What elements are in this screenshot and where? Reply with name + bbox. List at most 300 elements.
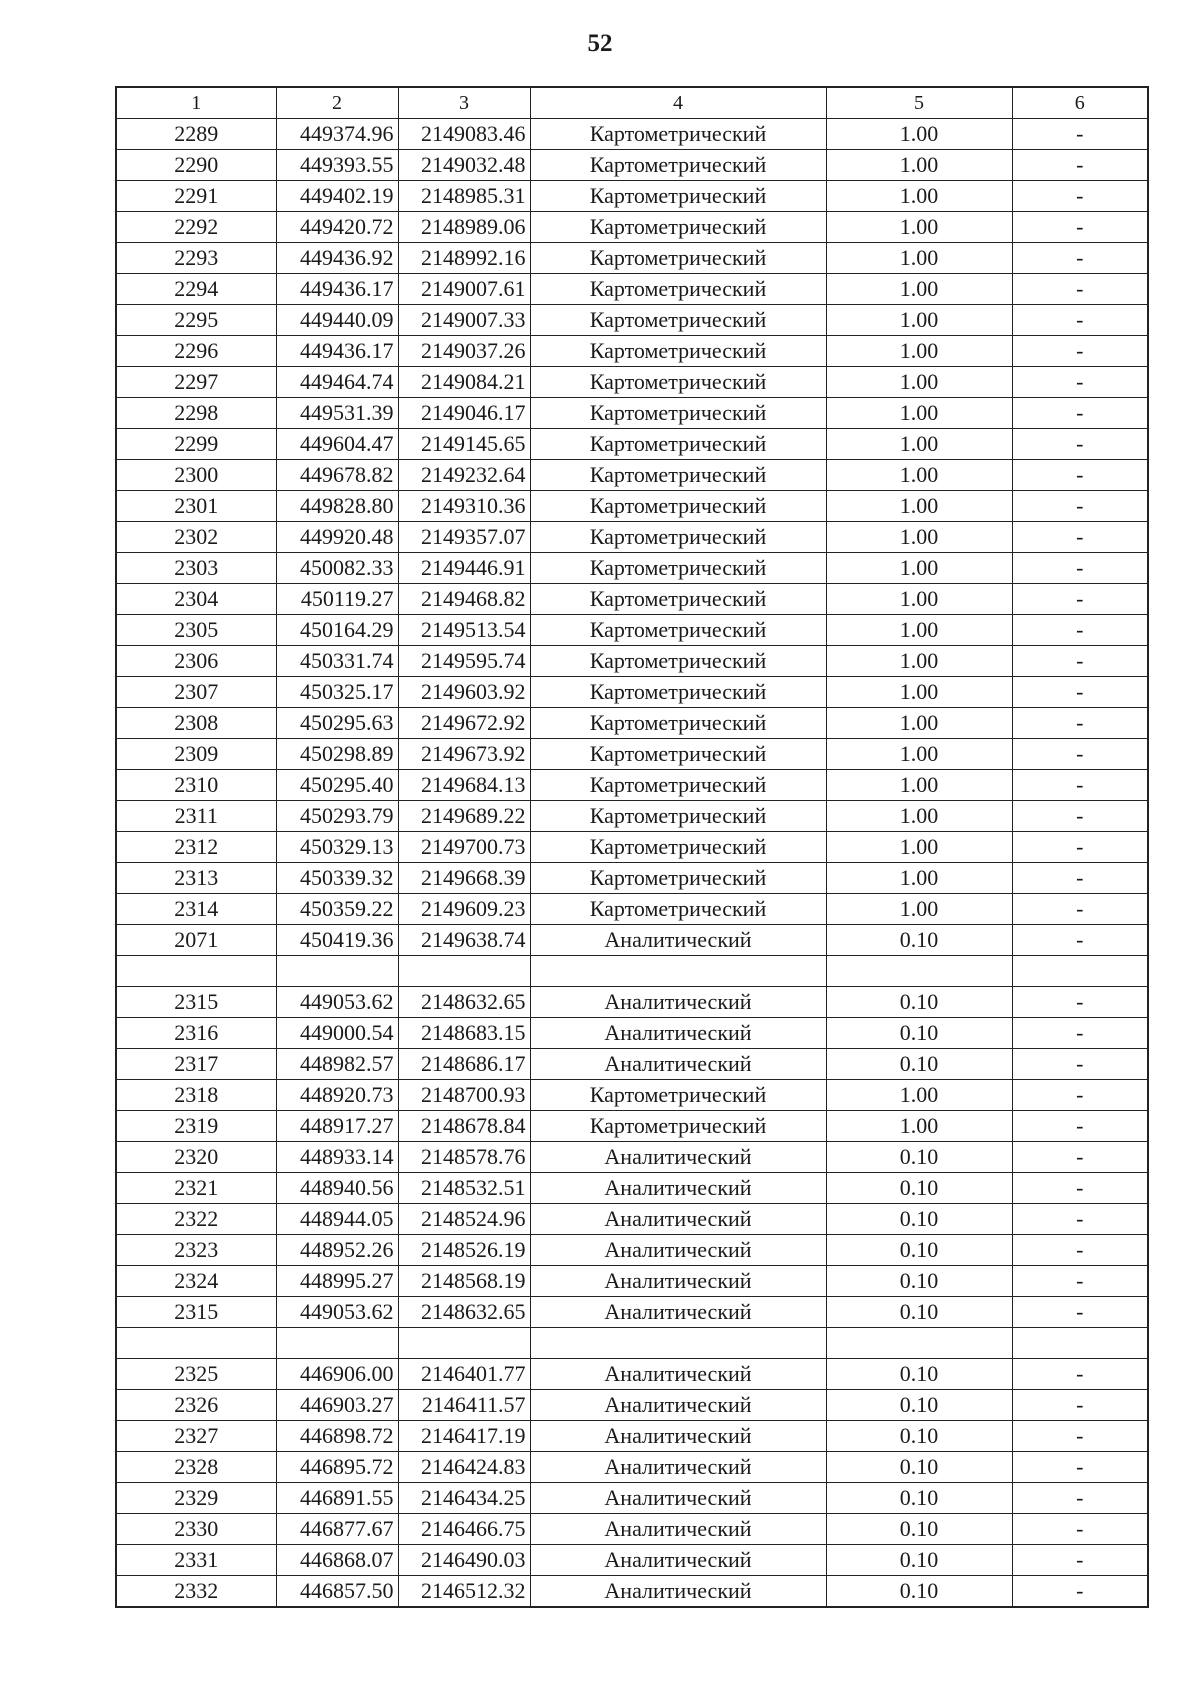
x-coordinate-cell xyxy=(276,1328,398,1359)
accuracy-cell: 0.10 xyxy=(826,1421,1012,1452)
note-cell: - xyxy=(1012,429,1148,460)
method-cell: Аналитический xyxy=(530,1514,826,1545)
note-cell: - xyxy=(1012,305,1148,336)
method-cell: Картометрический xyxy=(530,1080,826,1111)
method-cell: Аналитический xyxy=(530,1390,826,1421)
point-number-cell: 2323 xyxy=(116,1235,276,1266)
y-coordinate-cell xyxy=(398,956,530,987)
x-coordinate-cell: 449000.54 xyxy=(276,1018,398,1049)
x-coordinate-cell: 449420.72 xyxy=(276,212,398,243)
table-row xyxy=(116,739,1148,770)
table-row xyxy=(116,1297,1148,1328)
accuracy-cell: 0.10 xyxy=(826,1297,1012,1328)
method-cell: Аналитический xyxy=(530,1452,826,1483)
note-cell: - xyxy=(1012,491,1148,522)
y-coordinate-cell: 2149468.82 xyxy=(398,584,530,615)
point-number-cell: 2303 xyxy=(116,553,276,584)
point-number-cell: 2329 xyxy=(116,1483,276,1514)
y-coordinate-cell: 2149672.92 xyxy=(398,708,530,739)
note-cell: - xyxy=(1012,460,1148,491)
accuracy-cell: 0.10 xyxy=(826,1266,1012,1297)
table-row xyxy=(116,1204,1148,1235)
note-cell: - xyxy=(1012,1018,1148,1049)
y-coordinate-cell: 2149007.33 xyxy=(398,305,530,336)
method-cell: Картометрический xyxy=(530,801,826,832)
table-row xyxy=(116,584,1148,615)
x-coordinate-cell: 448920.73 xyxy=(276,1080,398,1111)
y-coordinate-cell: 2148686.17 xyxy=(398,1049,530,1080)
x-coordinate-cell: 449464.74 xyxy=(276,367,398,398)
table-row xyxy=(116,1018,1148,1049)
table-row xyxy=(116,150,1148,181)
x-coordinate-cell: 450119.27 xyxy=(276,584,398,615)
note-cell: - xyxy=(1012,801,1148,832)
point-number-cell: 2291 xyxy=(116,181,276,212)
method-cell: Аналитический xyxy=(530,1173,826,1204)
method-cell: Картометрический xyxy=(530,739,826,770)
y-coordinate-cell: 2148532.51 xyxy=(398,1173,530,1204)
accuracy-cell: 1.00 xyxy=(826,739,1012,770)
x-coordinate-cell: 449053.62 xyxy=(276,1297,398,1328)
note-cell xyxy=(1012,1328,1148,1359)
y-coordinate-cell: 2149232.64 xyxy=(398,460,530,491)
table-row xyxy=(116,429,1148,460)
point-number-cell: 2293 xyxy=(116,243,276,274)
accuracy-cell: 1.00 xyxy=(826,119,1012,150)
point-number-cell: 2316 xyxy=(116,1018,276,1049)
note-cell: - xyxy=(1012,1297,1148,1328)
method-cell: Картометрический xyxy=(530,274,826,305)
x-coordinate-cell: 446877.67 xyxy=(276,1514,398,1545)
accuracy-cell: 0.10 xyxy=(826,925,1012,956)
method-cell: Аналитический xyxy=(530,925,826,956)
y-coordinate-cell: 2148526.19 xyxy=(398,1235,530,1266)
point-number-cell: 2315 xyxy=(116,1297,276,1328)
x-coordinate-cell: 450295.63 xyxy=(276,708,398,739)
column-header: 6 xyxy=(1012,87,1148,119)
method-cell: Аналитический xyxy=(530,1359,826,1390)
note-cell: - xyxy=(1012,1390,1148,1421)
x-coordinate-cell: 446891.55 xyxy=(276,1483,398,1514)
table-row xyxy=(116,801,1148,832)
accuracy-cell: 1.00 xyxy=(826,1111,1012,1142)
point-number-cell xyxy=(116,956,276,987)
point-number-cell: 2299 xyxy=(116,429,276,460)
note-cell: - xyxy=(1012,708,1148,739)
y-coordinate-cell: 2149083.46 xyxy=(398,119,530,150)
table-row xyxy=(116,1173,1148,1204)
accuracy-cell: 1.00 xyxy=(826,429,1012,460)
y-coordinate-cell: 2148524.96 xyxy=(398,1204,530,1235)
accuracy-cell xyxy=(826,1328,1012,1359)
point-number-cell: 2320 xyxy=(116,1142,276,1173)
x-coordinate-cell xyxy=(276,956,398,987)
y-coordinate-cell: 2149609.23 xyxy=(398,894,530,925)
method-cell: Картометрический xyxy=(530,243,826,274)
column-header: 1 xyxy=(116,87,276,119)
y-coordinate-cell: 2149145.65 xyxy=(398,429,530,460)
note-cell: - xyxy=(1012,1576,1148,1608)
x-coordinate-cell: 450419.36 xyxy=(276,925,398,956)
note-cell: - xyxy=(1012,677,1148,708)
accuracy-cell: 1.00 xyxy=(826,367,1012,398)
note-cell: - xyxy=(1012,1483,1148,1514)
table-row xyxy=(116,1359,1148,1390)
method-cell: Аналитический xyxy=(530,1235,826,1266)
accuracy-cell: 1.00 xyxy=(826,646,1012,677)
y-coordinate-cell: 2148632.65 xyxy=(398,1297,530,1328)
point-number-cell: 2311 xyxy=(116,801,276,832)
y-coordinate-cell: 2149310.36 xyxy=(398,491,530,522)
accuracy-cell: 0.10 xyxy=(826,1235,1012,1266)
x-coordinate-cell: 450339.32 xyxy=(276,863,398,894)
note-cell xyxy=(1012,956,1148,987)
accuracy-cell xyxy=(826,956,1012,987)
note-cell: - xyxy=(1012,1421,1148,1452)
note-cell: - xyxy=(1012,1235,1148,1266)
point-number-cell: 2318 xyxy=(116,1080,276,1111)
note-cell: - xyxy=(1012,522,1148,553)
note-cell: - xyxy=(1012,212,1148,243)
method-cell xyxy=(530,1328,826,1359)
table-row xyxy=(116,1514,1148,1545)
table-row xyxy=(116,522,1148,553)
note-cell: - xyxy=(1012,1266,1148,1297)
accuracy-cell: 1.00 xyxy=(826,1080,1012,1111)
x-coordinate-cell: 449920.48 xyxy=(276,522,398,553)
point-number-cell: 2289 xyxy=(116,119,276,150)
point-number-cell: 2328 xyxy=(116,1452,276,1483)
x-coordinate-cell: 449531.39 xyxy=(276,398,398,429)
method-cell: Аналитический xyxy=(530,1297,826,1328)
accuracy-cell: 1.00 xyxy=(826,305,1012,336)
point-number-cell: 2315 xyxy=(116,987,276,1018)
accuracy-cell: 1.00 xyxy=(826,801,1012,832)
column-header: 2 xyxy=(276,87,398,119)
table-row xyxy=(116,460,1148,491)
y-coordinate-cell: 2149689.22 xyxy=(398,801,530,832)
method-cell: Картометрический xyxy=(530,553,826,584)
table-row xyxy=(116,274,1148,305)
method-cell xyxy=(530,956,826,987)
method-cell: Картометрический xyxy=(530,181,826,212)
table-row xyxy=(116,894,1148,925)
point-number-cell: 2310 xyxy=(116,770,276,801)
method-cell: Картометрический xyxy=(530,367,826,398)
x-coordinate-cell: 450329.13 xyxy=(276,832,398,863)
accuracy-cell: 1.00 xyxy=(826,615,1012,646)
method-cell: Картометрический xyxy=(530,460,826,491)
accuracy-cell: 1.00 xyxy=(826,677,1012,708)
point-number-cell: 2324 xyxy=(116,1266,276,1297)
accuracy-cell: 0.10 xyxy=(826,1204,1012,1235)
y-coordinate-cell: 2146417.19 xyxy=(398,1421,530,1452)
point-number-cell: 2302 xyxy=(116,522,276,553)
table-row xyxy=(116,181,1148,212)
x-coordinate-cell: 449402.19 xyxy=(276,181,398,212)
table-row xyxy=(116,1080,1148,1111)
accuracy-cell: 0.10 xyxy=(826,1049,1012,1080)
table-row xyxy=(116,1576,1148,1608)
y-coordinate-cell: 2149446.91 xyxy=(398,553,530,584)
note-cell: - xyxy=(1012,1173,1148,1204)
x-coordinate-cell: 448952.26 xyxy=(276,1235,398,1266)
y-coordinate-cell: 2149638.74 xyxy=(398,925,530,956)
y-coordinate-cell: 2148985.31 xyxy=(398,181,530,212)
table-row xyxy=(116,212,1148,243)
point-number-cell: 2332 xyxy=(116,1576,276,1608)
x-coordinate-cell: 448940.56 xyxy=(276,1173,398,1204)
method-cell: Аналитический xyxy=(530,1142,826,1173)
accuracy-cell: 0.10 xyxy=(826,987,1012,1018)
x-coordinate-cell: 449436.17 xyxy=(276,274,398,305)
note-cell: - xyxy=(1012,863,1148,894)
accuracy-cell: 1.00 xyxy=(826,584,1012,615)
x-coordinate-cell: 450164.29 xyxy=(276,615,398,646)
table-row xyxy=(116,1545,1148,1576)
y-coordinate-cell: 2146411.57 xyxy=(398,1390,530,1421)
table-row xyxy=(116,646,1148,677)
note-cell: - xyxy=(1012,367,1148,398)
x-coordinate-cell: 450325.17 xyxy=(276,677,398,708)
point-number-cell: 2312 xyxy=(116,832,276,863)
method-cell: Аналитический xyxy=(530,1576,826,1608)
table-row xyxy=(116,1111,1148,1142)
method-cell: Картометрический xyxy=(530,770,826,801)
point-number-cell: 2330 xyxy=(116,1514,276,1545)
method-cell: Аналитический xyxy=(530,1421,826,1452)
x-coordinate-cell: 446868.07 xyxy=(276,1545,398,1576)
table-row xyxy=(116,1235,1148,1266)
y-coordinate-cell: 2146512.32 xyxy=(398,1576,530,1608)
method-cell: Картометрический xyxy=(530,305,826,336)
y-coordinate-cell: 2149595.74 xyxy=(398,646,530,677)
point-number-cell: 2326 xyxy=(116,1390,276,1421)
note-cell: - xyxy=(1012,1111,1148,1142)
point-number-cell: 2309 xyxy=(116,739,276,770)
accuracy-cell: 0.10 xyxy=(826,1390,1012,1421)
x-coordinate-cell: 450293.79 xyxy=(276,801,398,832)
method-cell: Картометрический xyxy=(530,708,826,739)
x-coordinate-cell: 446898.72 xyxy=(276,1421,398,1452)
y-coordinate-cell: 2149046.17 xyxy=(398,398,530,429)
x-coordinate-cell: 448995.27 xyxy=(276,1266,398,1297)
method-cell: Картометрический xyxy=(530,863,826,894)
x-coordinate-cell: 446895.72 xyxy=(276,1452,398,1483)
x-coordinate-cell: 450359.22 xyxy=(276,894,398,925)
table-row xyxy=(116,770,1148,801)
point-number-cell: 2071 xyxy=(116,925,276,956)
accuracy-cell: 1.00 xyxy=(826,863,1012,894)
note-cell: - xyxy=(1012,925,1148,956)
table-row xyxy=(116,1049,1148,1080)
note-cell: - xyxy=(1012,1359,1148,1390)
table-row xyxy=(116,553,1148,584)
table-header-row xyxy=(116,87,1148,119)
note-cell: - xyxy=(1012,1080,1148,1111)
y-coordinate-cell: 2148992.16 xyxy=(398,243,530,274)
note-cell: - xyxy=(1012,987,1148,1018)
point-number-cell: 2308 xyxy=(116,708,276,739)
method-cell: Картометрический xyxy=(530,212,826,243)
y-coordinate-cell: 2146424.83 xyxy=(398,1452,530,1483)
y-coordinate-cell: 2149513.54 xyxy=(398,615,530,646)
y-coordinate-cell: 2146466.75 xyxy=(398,1514,530,1545)
accuracy-cell: 0.10 xyxy=(826,1452,1012,1483)
table-row xyxy=(116,119,1148,150)
table-body xyxy=(116,119,1148,1608)
table-row xyxy=(116,336,1148,367)
point-number-cell: 2295 xyxy=(116,305,276,336)
method-cell: Аналитический xyxy=(530,1266,826,1297)
accuracy-cell: 0.10 xyxy=(826,1514,1012,1545)
table-row xyxy=(116,1390,1148,1421)
y-coordinate-cell: 2149668.39 xyxy=(398,863,530,894)
y-coordinate-cell: 2148700.93 xyxy=(398,1080,530,1111)
table-row xyxy=(116,832,1148,863)
note-cell: - xyxy=(1012,832,1148,863)
y-coordinate-cell: 2148568.19 xyxy=(398,1266,530,1297)
method-cell: Картометрический xyxy=(530,150,826,181)
note-cell: - xyxy=(1012,646,1148,677)
table-row xyxy=(116,987,1148,1018)
x-coordinate-cell: 449436.17 xyxy=(276,336,398,367)
note-cell: - xyxy=(1012,770,1148,801)
x-coordinate-cell: 446903.27 xyxy=(276,1390,398,1421)
x-coordinate-cell: 449436.92 xyxy=(276,243,398,274)
x-coordinate-cell: 448944.05 xyxy=(276,1204,398,1235)
method-cell: Картометрический xyxy=(530,1111,826,1142)
note-cell: - xyxy=(1012,553,1148,584)
table-row xyxy=(116,305,1148,336)
accuracy-cell: 1.00 xyxy=(826,274,1012,305)
note-cell: - xyxy=(1012,336,1148,367)
column-header: 5 xyxy=(826,87,1012,119)
accuracy-cell: 0.10 xyxy=(826,1142,1012,1173)
column-header: 4 xyxy=(530,87,826,119)
point-number-cell: 2290 xyxy=(116,150,276,181)
accuracy-cell: 0.10 xyxy=(826,1018,1012,1049)
note-cell: - xyxy=(1012,739,1148,770)
accuracy-cell: 1.00 xyxy=(826,398,1012,429)
point-number-cell: 2322 xyxy=(116,1204,276,1235)
method-cell: Картометрический xyxy=(530,491,826,522)
method-cell: Аналитический xyxy=(530,1483,826,1514)
point-number-cell: 2325 xyxy=(116,1359,276,1390)
y-coordinate-cell xyxy=(398,1328,530,1359)
accuracy-cell: 1.00 xyxy=(826,491,1012,522)
y-coordinate-cell: 2149603.92 xyxy=(398,677,530,708)
y-coordinate-cell: 2146401.77 xyxy=(398,1359,530,1390)
method-cell: Картометрический xyxy=(530,646,826,677)
method-cell: Картометрический xyxy=(530,615,826,646)
method-cell: Картометрический xyxy=(530,677,826,708)
point-number-cell: 2294 xyxy=(116,274,276,305)
table-row xyxy=(116,1142,1148,1173)
note-cell: - xyxy=(1012,584,1148,615)
y-coordinate-cell: 2149700.73 xyxy=(398,832,530,863)
x-coordinate-cell: 449053.62 xyxy=(276,987,398,1018)
column-header: 3 xyxy=(398,87,530,119)
note-cell: - xyxy=(1012,243,1148,274)
accuracy-cell: 1.00 xyxy=(826,243,1012,274)
point-number-cell: 2317 xyxy=(116,1049,276,1080)
accuracy-cell: 0.10 xyxy=(826,1359,1012,1390)
accuracy-cell: 1.00 xyxy=(826,770,1012,801)
x-coordinate-cell: 446857.50 xyxy=(276,1576,398,1608)
x-coordinate-cell: 446906.00 xyxy=(276,1359,398,1390)
point-number-cell: 2306 xyxy=(116,646,276,677)
point-number-cell xyxy=(116,1328,276,1359)
table-row xyxy=(116,1328,1148,1359)
method-cell: Картометрический xyxy=(530,336,826,367)
table-row xyxy=(116,615,1148,646)
note-cell: - xyxy=(1012,274,1148,305)
page-number: 52 xyxy=(587,30,613,57)
x-coordinate-cell: 450082.33 xyxy=(276,553,398,584)
coordinates-table xyxy=(115,86,1149,1608)
table-row xyxy=(116,398,1148,429)
x-coordinate-cell: 449374.96 xyxy=(276,119,398,150)
method-cell: Картометрический xyxy=(530,584,826,615)
accuracy-cell: 1.00 xyxy=(826,708,1012,739)
method-cell: Аналитический xyxy=(530,1049,826,1080)
x-coordinate-cell: 450331.74 xyxy=(276,646,398,677)
x-coordinate-cell: 449678.82 xyxy=(276,460,398,491)
y-coordinate-cell: 2148632.65 xyxy=(398,987,530,1018)
table-row xyxy=(116,1421,1148,1452)
accuracy-cell: 1.00 xyxy=(826,553,1012,584)
accuracy-cell: 1.00 xyxy=(826,212,1012,243)
table-row xyxy=(116,243,1148,274)
accuracy-cell: 0.10 xyxy=(826,1483,1012,1514)
method-cell: Аналитический xyxy=(530,1204,826,1235)
y-coordinate-cell: 2148678.84 xyxy=(398,1111,530,1142)
note-cell: - xyxy=(1012,615,1148,646)
point-number-cell: 2313 xyxy=(116,863,276,894)
point-number-cell: 2307 xyxy=(116,677,276,708)
x-coordinate-cell: 449604.47 xyxy=(276,429,398,460)
y-coordinate-cell: 2149037.26 xyxy=(398,336,530,367)
y-coordinate-cell: 2148683.15 xyxy=(398,1018,530,1049)
x-coordinate-cell: 448917.27 xyxy=(276,1111,398,1142)
x-coordinate-cell: 449828.80 xyxy=(276,491,398,522)
table-row xyxy=(116,956,1148,987)
accuracy-cell: 1.00 xyxy=(826,522,1012,553)
note-cell: - xyxy=(1012,1049,1148,1080)
accuracy-cell: 1.00 xyxy=(826,150,1012,181)
method-cell: Картометрический xyxy=(530,119,826,150)
method-cell: Картометрический xyxy=(530,429,826,460)
x-coordinate-cell: 449393.55 xyxy=(276,150,398,181)
y-coordinate-cell: 2149673.92 xyxy=(398,739,530,770)
table-row xyxy=(116,925,1148,956)
y-coordinate-cell: 2146434.25 xyxy=(398,1483,530,1514)
accuracy-cell: 1.00 xyxy=(826,336,1012,367)
point-number-cell: 2305 xyxy=(116,615,276,646)
note-cell: - xyxy=(1012,1142,1148,1173)
point-number-cell: 2331 xyxy=(116,1545,276,1576)
note-cell: - xyxy=(1012,398,1148,429)
table-row xyxy=(116,1483,1148,1514)
y-coordinate-cell: 2149032.48 xyxy=(398,150,530,181)
point-number-cell: 2301 xyxy=(116,491,276,522)
note-cell: - xyxy=(1012,1514,1148,1545)
point-number-cell: 2314 xyxy=(116,894,276,925)
accuracy-cell: 1.00 xyxy=(826,832,1012,863)
point-number-cell: 2297 xyxy=(116,367,276,398)
table-row xyxy=(116,863,1148,894)
